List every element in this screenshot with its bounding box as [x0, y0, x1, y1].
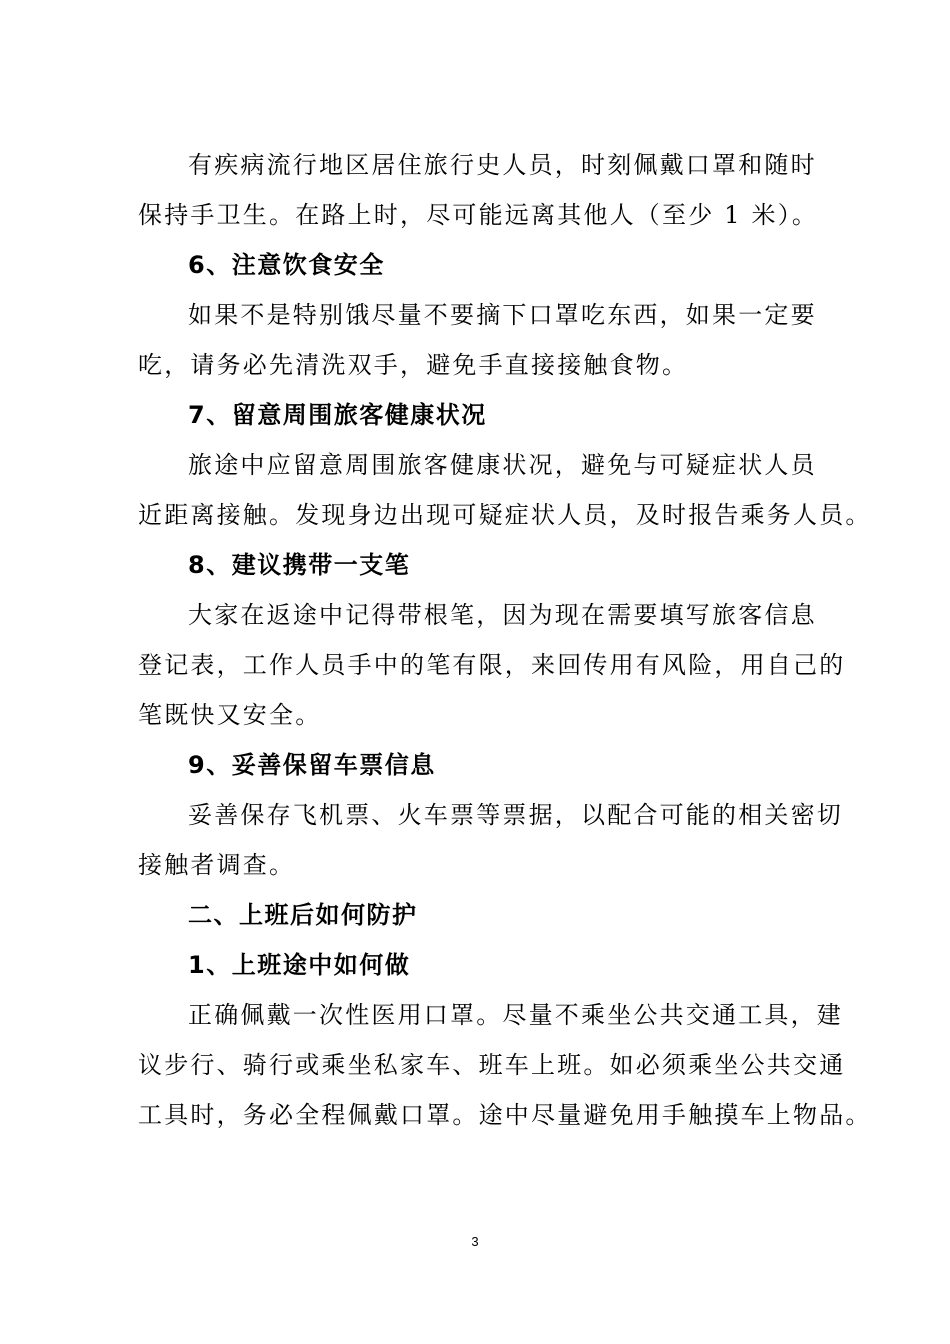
paragraph [138, 790, 843, 890]
section-heading: 9、妥善保留车票信息 [188, 751, 436, 779]
paragraph [138, 990, 872, 1140]
paragraph-line: 工具时，务必全程佩戴口罩。途中尽量避免用手触摸车上物品。 [138, 1101, 872, 1129]
section-heading: 1、上班途中如何做 [188, 951, 411, 979]
section-heading: 6、注意饮食安全 [188, 251, 385, 279]
paragraph-line: 有疾病流行地区居住旅行史人员，时刻佩戴口罩和随时 [188, 151, 817, 179]
paragraph-line: 大家在返途中记得带根笔，因为现在需要填写旅客信息 [188, 601, 817, 629]
paragraph [138, 140, 828, 240]
paragraph-line: 保持手卫生。在路上时，尽可能远离其他人（至少 1 米）。 [138, 201, 819, 229]
section-heading: 8、建议携带一支笔 [188, 551, 411, 579]
paragraph-line: 妥善保存飞机票、火车票等票据，以配合可能的相关密切 [188, 801, 843, 829]
paragraph-line: 笔既快又安全。 [138, 701, 322, 729]
section-heading: 二、上班后如何防护 [188, 901, 418, 929]
paragraph-line: 近距离接触。发现身边出现可疑症状人员，及时报告乘务人员。 [138, 501, 872, 529]
paragraph-line: 吃，请务必先清洗双手，避免手直接接触食物。 [138, 351, 689, 379]
paragraph-line: 接触者调查。 [138, 851, 296, 879]
paragraph-line: 如果不是特别饿尽量不要摘下口罩吃东西，如果一定要 [188, 301, 817, 329]
paragraph [138, 590, 846, 740]
paragraph-line: 正确佩戴一次性医用口罩。尽量不乘坐公共交通工具，建 [188, 1001, 843, 1029]
section-heading: 7、留意周围旅客健康状况 [188, 401, 487, 429]
paragraph [138, 440, 872, 540]
document-body [138, 140, 872, 1140]
paragraph-line: 旅途中应留意周围旅客健康状况，避免与可疑症状人员 [188, 451, 817, 479]
paragraph [138, 290, 828, 390]
page-number: 3 [471, 1234, 479, 1249]
paragraph-line: 登记表，工作人员手中的笔有限，来回传用有风险，用自己的 [138, 651, 846, 679]
paragraph-line: 议步行、骑行或乘坐私家车、班车上班。如必须乘坐公共交通 [138, 1051, 846, 1079]
